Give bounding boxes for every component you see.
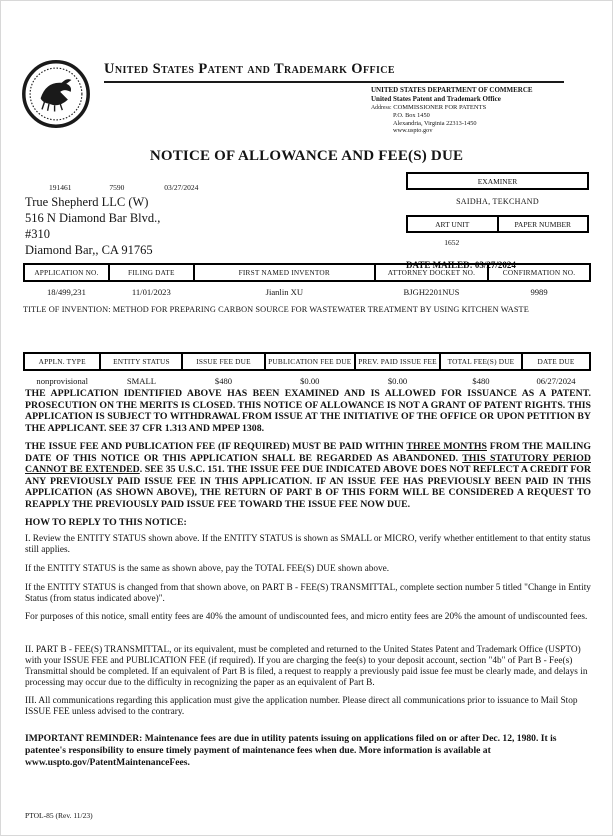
col-first-named-inventor: FIRST NAMED INVENTOR [194,264,375,281]
art-unit-label: ART UNIT [435,220,470,229]
dept-line1: UNITED STATES DEPARTMENT OF COMMERCE [371,86,533,94]
col-attorney-docket-no: ATTORNEY DOCKET NO. [375,264,488,281]
fee-table-header-row [24,353,590,370]
col-prev-paid-issue-fee: PREV. PAID ISSUE FEE [355,353,440,370]
examiner-column [406,172,589,270]
attorney-docket-no-value: BJGH2201NUS [403,287,460,297]
reply-item-4: For purposes of this notice, small entity fees are 40% the amount of undiscounted fees, and micro entity fees are 20% the amount of undiscounted fees. [25,612,588,623]
fee-table [23,352,591,386]
uspto-seal-icon [21,59,91,129]
fee-table-value-row [24,370,590,386]
col-publication-fee-due: PUBLICATION FEE DUE [265,353,356,370]
reply-item-2: If the ENTITY STATUS is the same as shown above, pay the TOTAL FEE(S) DUE shown above. [25,564,390,575]
allowance-paragraph: THE APPLICATION IDENTIFIED ABOVE HAS BEEN EXAMINED AND IS ALLOWED FOR ISSUANCE AS A PATENT. PROSECUTION ON THE MERITS IS CLOSED. THIS NOTICE OF ALLOWANCE IS NOT A GRANT OF PATENT RIGHTS. THIS APPLICATION IS SUBJECT TO WITHDRAWAL FROM ISSUE AT THE INITIATIVE OF THE OFFICE OR UPON PETITION BY THE APPLICANT. SEE 37 CFR 1.313 AND MPEP 1308. [25,388,591,434]
reply-item-3: If the ENTITY STATUS is changed from that shown above, on PART B - FEE(S) TRANSMITTAL, complete section number 5 titled "Change in Entity Status (from status indicated above)". [25,582,591,604]
form-id-footer: PTOL-85 (Rev. 11/23) [25,811,93,820]
issue-fee-part1: THE ISSUE FEE AND PUBLICATION FEE (IF REQUIRED) MUST BE PAID WITHIN [25,441,407,453]
col-entity-status: ENTITY STATUS [100,353,182,370]
issue-fee-paragraph [25,441,591,510]
date-due-value: 06/27/2024 [536,376,576,386]
communications-paragraph: III. All communications regarding this application must give the application number. Please direct all communications prior to issuance to Mail Stop ISSUE FEE unless advised to the contrary. [25,696,578,718]
issue-fee-part2: FROM THE MAILING DATE OF THIS NOTICE OR THIS APPLICATION SHALL BE REGARDED AS ABANDONED. [25,441,591,464]
paper-number-label: PAPER NUMBER [497,217,588,231]
commerce-address-block [371,86,567,135]
city-state-line: Alexandria, Virginia 22313-1450 [393,119,477,127]
part-b-paragraph: II. PART B - FEE(S) TRANSMITTAL, or its equivalent, must be completed and returned to the United States Patent and Trademark Office (USPTO) with your ISSUE FEE and PUBLICATION FEE (if required). If you are charging the fee(s) to your deposit account, section "4b" of Part B - Fee(s) Transmittal should be completed. If an equivalent of Part B is filed, a request to reapply a previously paid issue fee must be clearly made, and delays in processing may occur due to the difficulty in recognizing the paper as an equivalent of Part B. [25,645,588,688]
document-title: NOTICE OF ALLOWANCE AND FEE(S) DUE [149,148,464,164]
addressee-block [25,183,355,258]
customer-number: 7590 [109,183,125,192]
issue-fee-due-value: $480 [214,376,233,386]
body-text [25,388,591,769]
col-date-due: DATE DUE [522,353,590,370]
three-months-underline: THREE MONTHS [406,441,487,453]
addressee-suite: #310 [25,227,50,241]
examiner-name: SAIDHA, TEKCHAND [456,197,539,206]
total-fees-due-value: $480 [472,376,490,386]
paper-number-value [498,238,590,247]
po-box-line: P.O. Box 1450 [393,111,430,119]
filing-date-value: 11/01/2023 [131,287,171,297]
addressee-city: Diamond Bar,, CA 91765 [25,243,153,257]
appln-type-value: nonprovisional [36,376,88,386]
letterhead-rule [104,81,564,83]
prev-paid-issue-fee-value: $0.00 [387,376,408,386]
first-named-inventor-value: Jianlin XU [265,287,304,297]
col-issue-fee-due: ISSUE FEE DUE [182,353,264,370]
col-total-fees-due: TOTAL FEE(S) DUE [440,353,522,370]
application-no-value: 18/499,231 [46,287,86,297]
col-confirmation-no: CONFIRMATION NO. [488,264,590,281]
addressee-street: 516 N Diamond Bar Blvd., [25,211,161,225]
statutory-period-underline: THIS STATUTORY PERIOD CANNOT BE EXTENDED [25,452,591,476]
important-reminder: IMPORTANT REMINDER: Maintenance fees are due in utility patents issuing on applications filed on or after Dec. 12, 1980. It is patentee's responsibility to ensure timely payment of maintenance fees when due. More information is available at www.uspto.gov/PatentMaintenanceFees. [25,732,557,768]
mailing-meta-line [25,183,355,192]
entity-status-value: SMALL [126,376,156,386]
office-name-heading: United States Patent and Trademark Office [104,61,395,77]
application-table-value-row [24,281,590,297]
addressee-name: True Shepherd LLC (W) [25,195,149,209]
publication-fee-due-value: $0.00 [300,376,320,386]
col-application-no: APPLICATION NO. [24,264,109,281]
art-unit-value: 1652 [444,238,460,247]
uspto-url: www.uspto.gov [393,127,433,135]
application-table-header-row [24,264,590,281]
examiner-label-box: EXAMINER [406,172,589,190]
art-unit-values-row [406,238,589,247]
reply-item-1: I. Review the ENTITY STATUS shown above. If the ENTITY STATUS is shown as SMALL or MICRO, verify whether entitlement to that entity status still applies. [25,534,591,556]
date-mailed: DATE MAILED: 03/27/2024 [406,260,516,270]
mail-date: 03/27/2024 [164,183,199,192]
address-label: Address: [371,104,392,111]
issue-fee-part3: . SEE 35 U.S.C. 151. THE ISSUE FEE DUE INDICATED ABOVE DOES NOT REFLECT A CREDIT FOR ANY PREVIOUSLY PAID ISSUE FEE IN THIS APPLICATION. IF AN ISSUE FEE HAS PREVIOUSLY BEEN PAID IN THIS APPLICATION (AS SHOWN ABOVE), THE RETURN OF PART B OF THIS FORM WILL BE CONSIDERED A REQUEST TO REAPPLY THE PREVIOUSLY PAID ISSUE FEE TOWARD THE ISSUE FEE NOW DUE. [25,464,592,510]
title-of-invention: TITLE OF INVENTION: METHOD FOR PREPARING CARBON SOURCE FOR WASTEWATER TREATMENT BY USING KITCHEN WASTE [23,305,529,314]
mail-code: 191461 [49,183,72,192]
application-table [23,263,591,297]
dept-line2: United States Patent and Trademark Office [371,94,501,103]
commissioner-address-line [371,104,567,112]
fee-table-block [23,352,591,386]
art-unit-paper-number-boxes [406,215,589,233]
application-table-block [23,263,591,314]
col-filing-date: FILING DATE [109,264,194,281]
addressee-lines [25,194,355,258]
confirmation-no-value: 9989 [530,287,548,297]
address-value: COMMISSIONER FOR PATENTS [393,103,487,111]
how-to-reply-heading: HOW TO REPLY TO THIS NOTICE: [25,517,187,529]
col-appln-type: APPLN. TYPE [24,353,100,370]
